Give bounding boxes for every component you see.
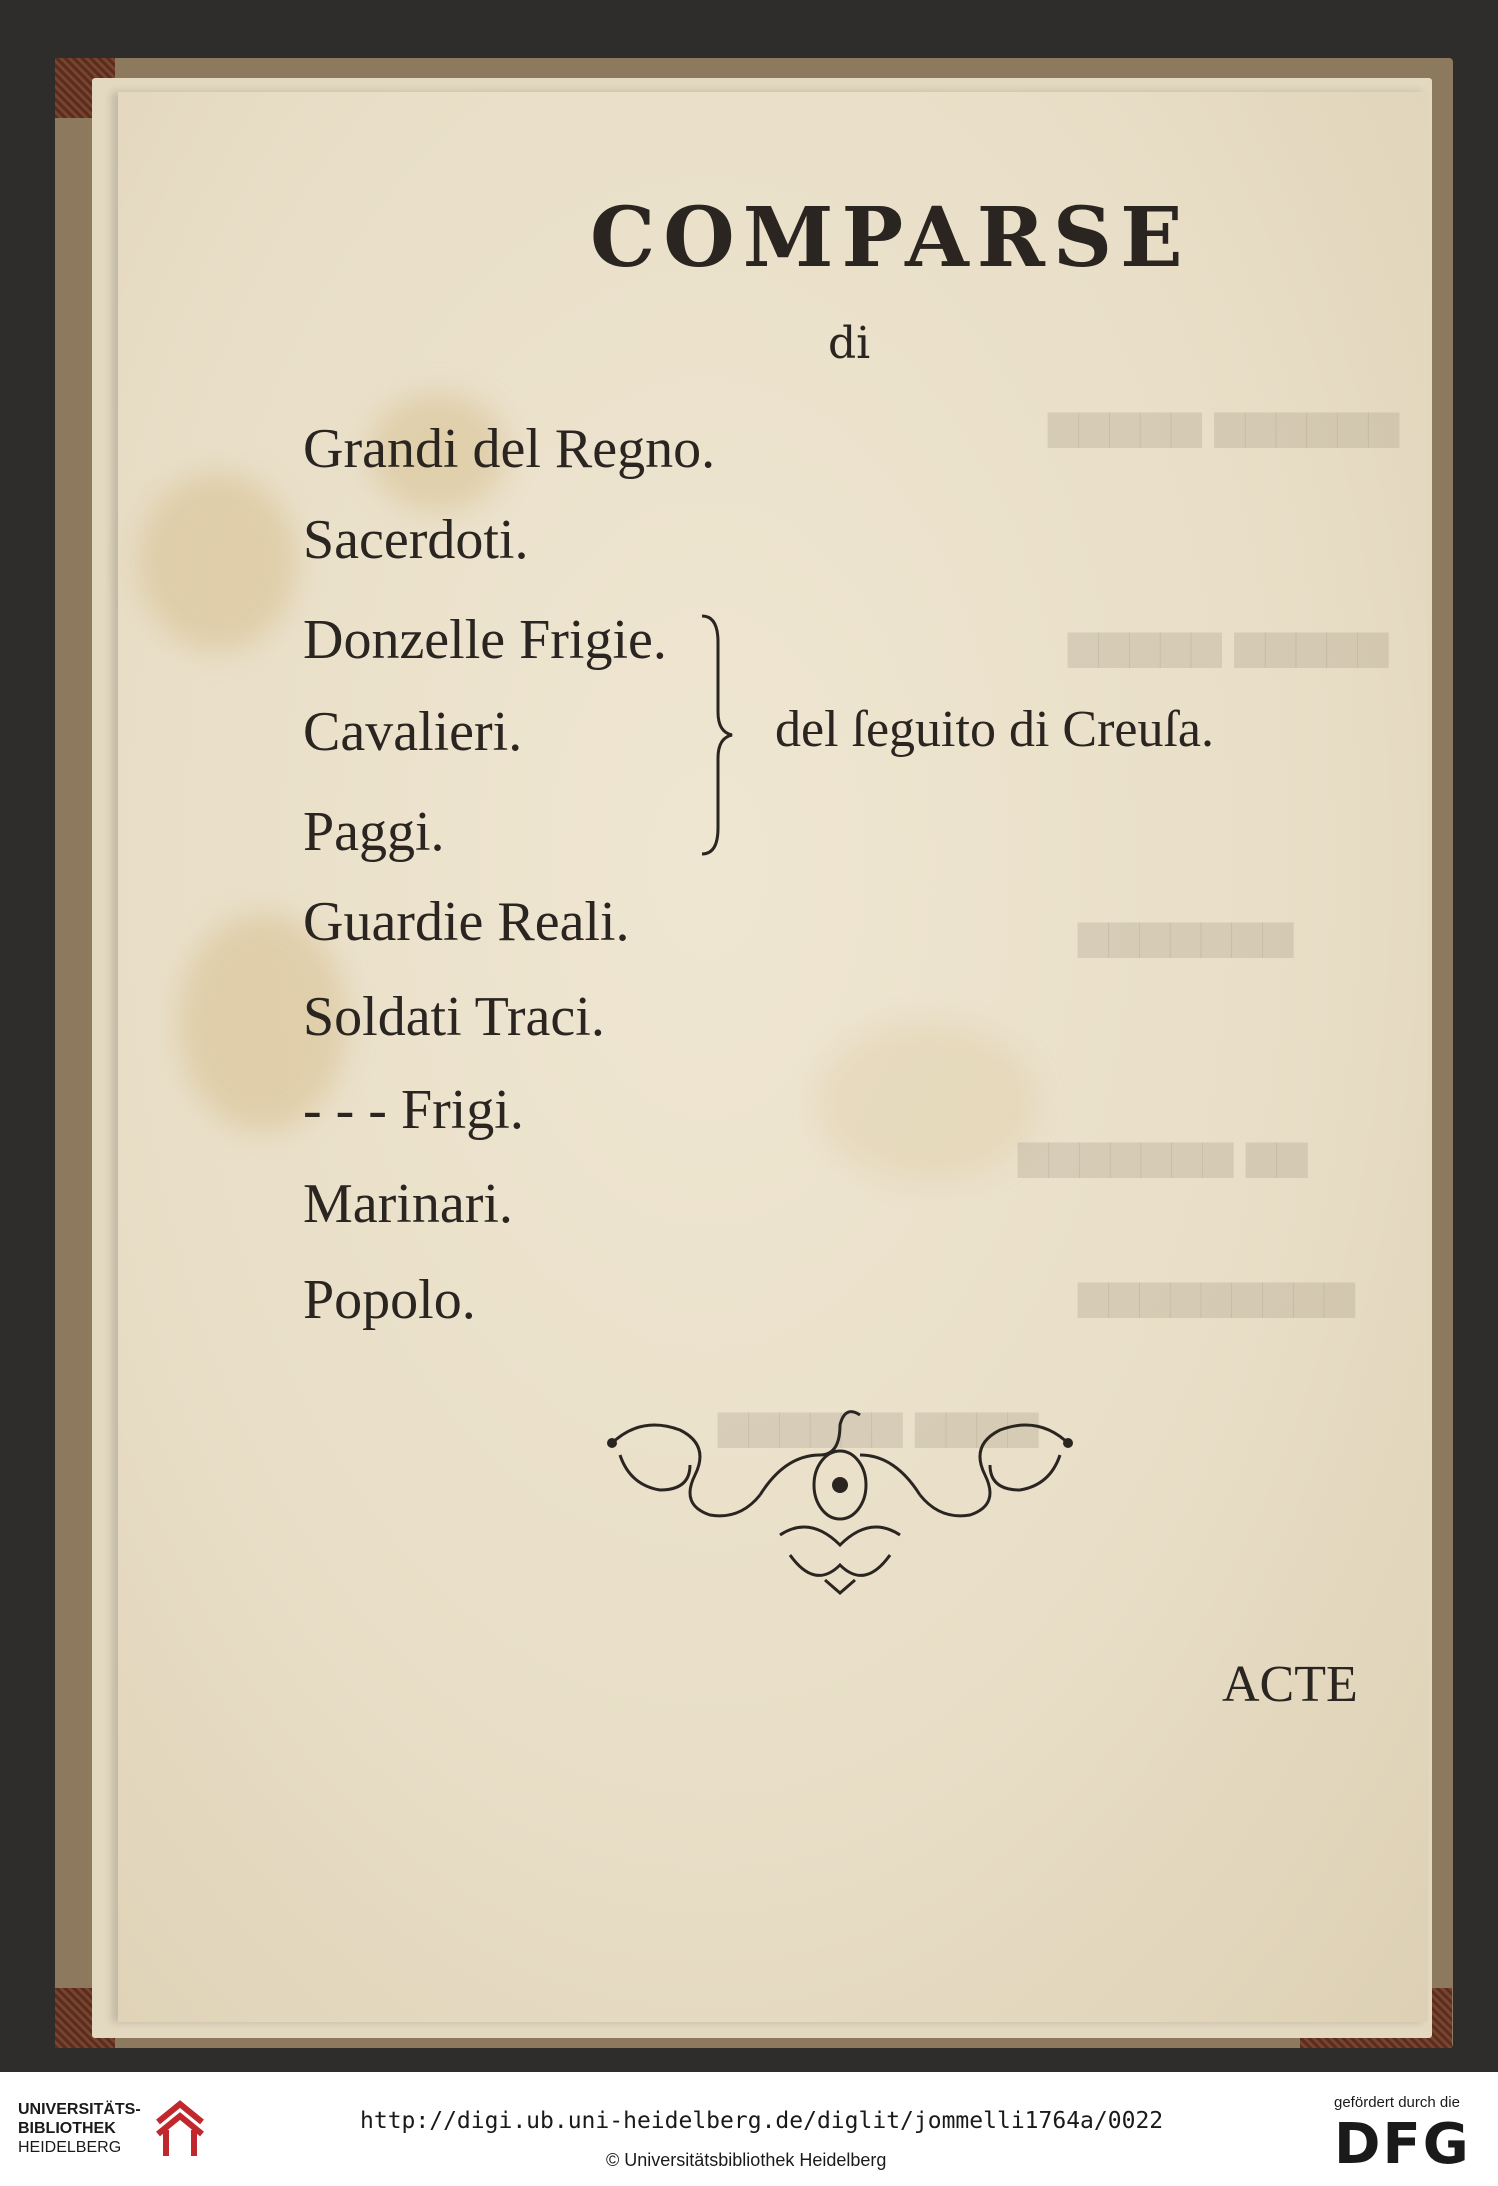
show-through-text: ▆▆▆▆▆ ▆▆▆▆▆ xyxy=(1068,622,1389,668)
library-emblem-icon xyxy=(150,2094,212,2162)
list-item: Soldati Traci. xyxy=(303,986,605,1048)
show-through-text: ▆▆▆▆▆▆▆ ▆▆ xyxy=(1018,1132,1308,1178)
logo-line: BIBLIOTHEK xyxy=(18,2120,116,2137)
logo-line: HEIDELBERG xyxy=(18,2139,122,2156)
printers-ornament xyxy=(600,1395,1080,1595)
funding-caption: gefördert durch die xyxy=(1334,2094,1460,2111)
list-item: Donzelle Frigie. xyxy=(303,609,667,671)
dfg-logo[interactable]: DFG xyxy=(1334,2112,1471,2177)
brace-annotation: del ſeguito di Creuſa. xyxy=(775,701,1215,758)
list-item: Sacerdoti. xyxy=(303,509,529,571)
logo-line: UNIVERSITÄTS- xyxy=(18,2101,141,2118)
list-item: Grandi del Regno. xyxy=(303,418,716,480)
list-item: Cavalieri. xyxy=(303,701,523,763)
book-page xyxy=(118,92,1428,2022)
paper-stain xyxy=(818,1022,1038,1182)
list-item: Popolo. xyxy=(303,1269,476,1331)
show-through-text: ▆▆▆▆▆▆▆ xyxy=(1078,912,1294,958)
paper-stain xyxy=(138,472,298,652)
copyright-notice: © Universitätsbibliothek Heidelberg xyxy=(606,2150,887,2170)
show-through-text: ▆▆▆▆▆ ▆▆▆▆▆▆ xyxy=(1048,402,1400,448)
page-title: COMPARSE xyxy=(590,190,1191,286)
list-item: - - - Frigi. xyxy=(303,1079,524,1141)
list-item: Paggi. xyxy=(303,801,445,863)
university-library-logo[interactable] xyxy=(18,2100,141,2157)
curly-brace xyxy=(696,612,736,858)
permalink-url[interactable]: http://digi.ub.uni-heidelberg.de/diglit/jommelli1764a/0022 xyxy=(360,2108,1164,2134)
show-through-text: ▆▆▆▆▆▆ ▆▆▆▆ xyxy=(718,1402,1039,1448)
list-item: Marinari. xyxy=(303,1173,513,1235)
list-item: Guardie Reali. xyxy=(303,891,630,953)
show-through-text: ▆▆▆▆▆▆▆▆▆ xyxy=(1078,1272,1355,1318)
page-subtitle: di xyxy=(828,318,871,369)
catchword: ACTE xyxy=(1222,1656,1358,1713)
